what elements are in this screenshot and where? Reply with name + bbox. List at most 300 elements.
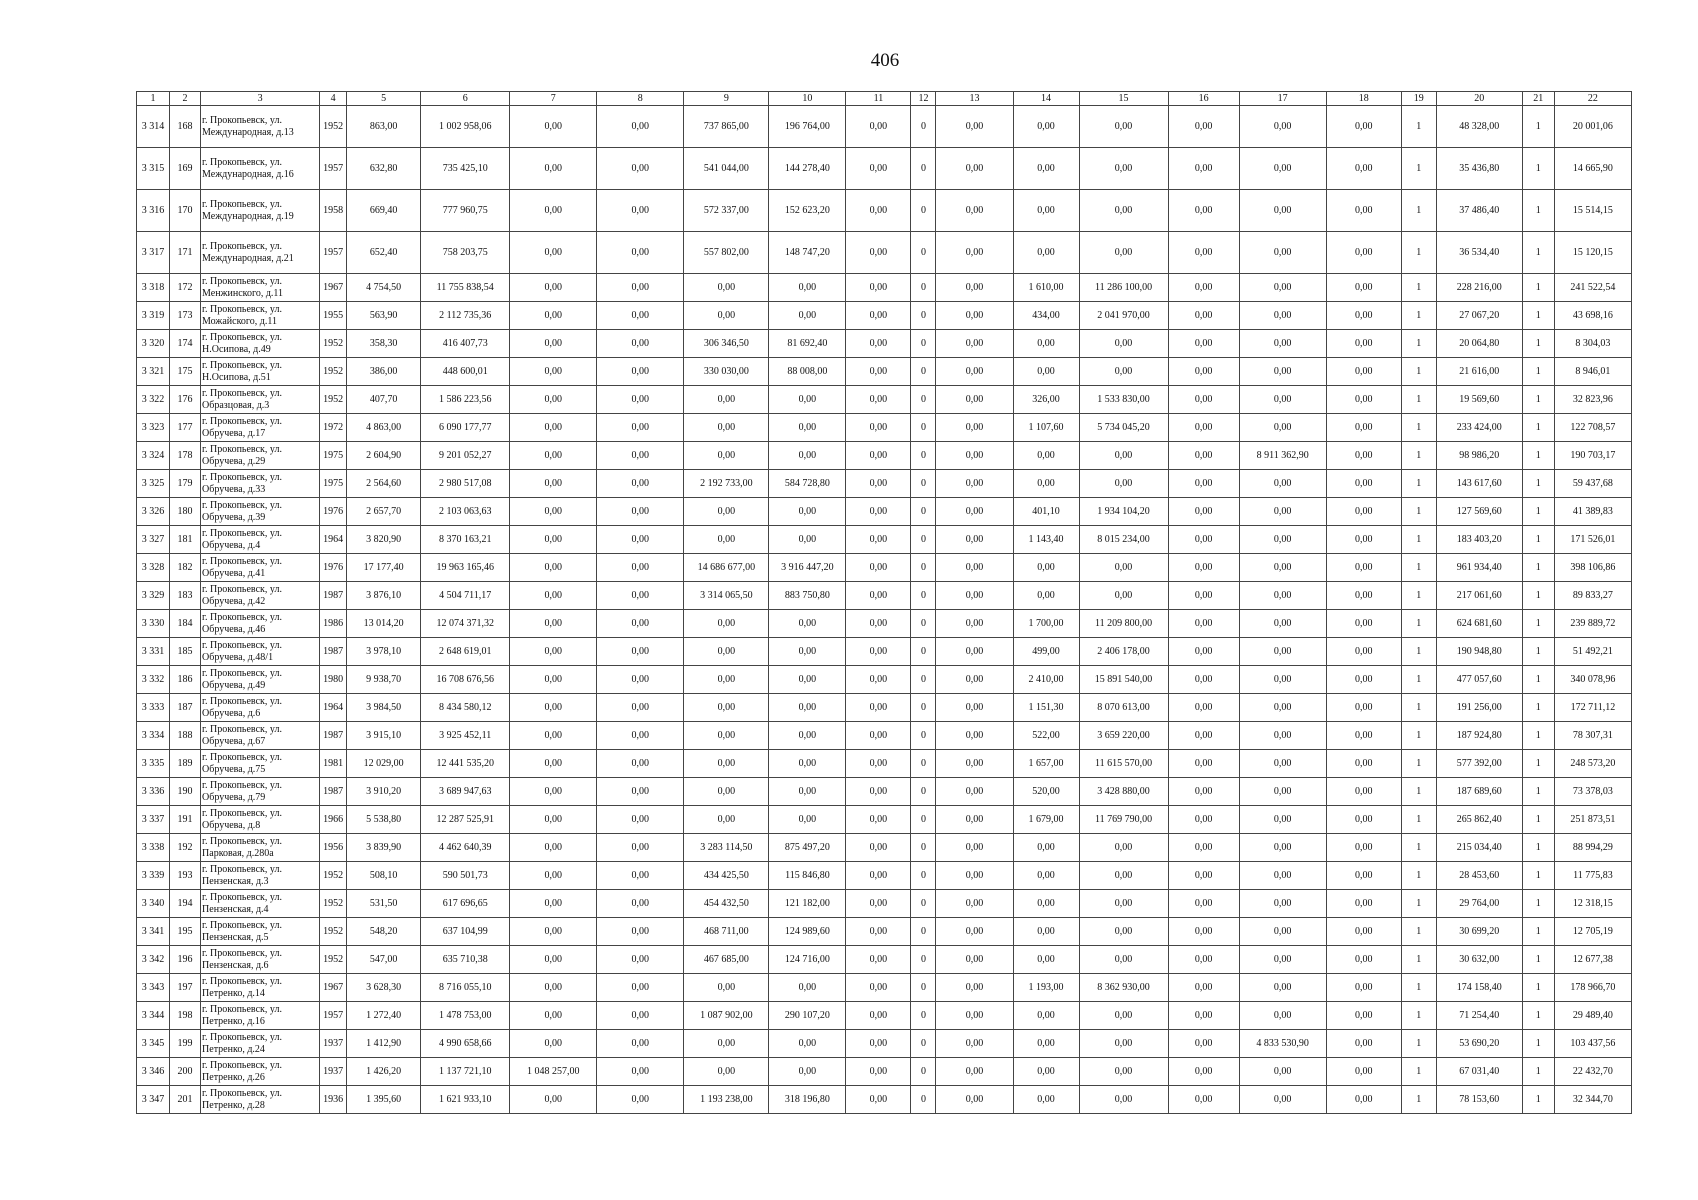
- table-cell: 190: [170, 778, 201, 806]
- table-cell: 2 406 178,00: [1079, 638, 1168, 666]
- table-row: [137, 1030, 1632, 1058]
- column-header-12: 12: [911, 92, 936, 106]
- table-cell: 181: [170, 526, 201, 554]
- table-row: [137, 666, 1632, 694]
- table-cell: 0,00: [1239, 778, 1326, 806]
- table-cell: 0,00: [769, 750, 846, 778]
- table-cell: 1: [1522, 778, 1554, 806]
- table-cell: 0,00: [1013, 1086, 1079, 1114]
- table-cell: 1 586 223,56: [421, 386, 510, 414]
- table-cell: 3 314 065,50: [684, 582, 769, 610]
- table-cell: 0,00: [1239, 946, 1326, 974]
- table-cell: 0,00: [1326, 694, 1401, 722]
- table-cell: 1: [1522, 806, 1554, 834]
- table-row: [137, 358, 1632, 386]
- table-cell: 0,00: [846, 806, 911, 834]
- table-cell: 1957: [320, 1002, 347, 1030]
- table-cell: 3 338: [137, 834, 170, 862]
- table-cell: 0,00: [1168, 694, 1239, 722]
- table-cell: 0,00: [1239, 722, 1326, 750]
- table-cell: 180: [170, 498, 201, 526]
- table-cell: 2 980 517,08: [421, 470, 510, 498]
- table-cell: 3 347: [137, 1086, 170, 1114]
- column-header-7: 7: [510, 92, 597, 106]
- table-cell: 8 716 055,10: [421, 974, 510, 1002]
- table-cell: 0,00: [597, 862, 684, 890]
- table-cell: 196 764,00: [769, 106, 846, 148]
- table-cell: 0,00: [1326, 610, 1401, 638]
- table-cell: 0,00: [1168, 834, 1239, 862]
- table-cell: 0,00: [597, 442, 684, 470]
- table-cell: 29 489,40: [1554, 1002, 1631, 1030]
- table-row: [137, 386, 1632, 414]
- table-cell: 1: [1522, 610, 1554, 638]
- table-cell: 4 754,50: [347, 274, 421, 302]
- table-cell: 0: [911, 554, 936, 582]
- table-cell: 0,00: [769, 974, 846, 1002]
- table-cell: 0,00: [1239, 302, 1326, 330]
- table-cell: 0,00: [936, 232, 1013, 274]
- column-header-14: 14: [1013, 92, 1079, 106]
- table-cell: 0,00: [1326, 1002, 1401, 1030]
- column-header-11: 11: [846, 92, 911, 106]
- table-cell: 0,00: [684, 498, 769, 526]
- table-cell: 1: [1401, 470, 1436, 498]
- table-cell: 468 711,00: [684, 918, 769, 946]
- column-header-1: 1: [137, 92, 170, 106]
- table-cell: 193: [170, 862, 201, 890]
- address-cell: г. Прокопьевск, ул. Обручева, д.41: [201, 554, 320, 582]
- table-cell: 0: [911, 1002, 936, 1030]
- table-cell: 2 192 733,00: [684, 470, 769, 498]
- address-cell: г. Прокопьевск, ул. Пензенская, д.5: [201, 918, 320, 946]
- table-cell: 67 031,40: [1436, 1058, 1522, 1086]
- table-row: [137, 1058, 1632, 1086]
- table-cell: 0,00: [510, 834, 597, 862]
- table-cell: 0: [911, 274, 936, 302]
- table-cell: 0: [911, 414, 936, 442]
- table-cell: 175: [170, 358, 201, 386]
- table-row: [137, 806, 1632, 834]
- column-header-16: 16: [1168, 92, 1239, 106]
- table-cell: 0,00: [1013, 946, 1079, 974]
- table-cell: 0,00: [846, 526, 911, 554]
- table-cell: 0,00: [597, 414, 684, 442]
- table-cell: 152 623,20: [769, 190, 846, 232]
- table-cell: 1975: [320, 470, 347, 498]
- table-cell: 0,00: [936, 190, 1013, 232]
- table-cell: 3 839,90: [347, 834, 421, 862]
- table-cell: 12 318,15: [1554, 890, 1631, 918]
- table-cell: 0,00: [510, 974, 597, 1002]
- table-cell: 0,00: [936, 442, 1013, 470]
- table-cell: 3 925 452,11: [421, 722, 510, 750]
- table-cell: 1 657,00: [1013, 750, 1079, 778]
- table-cell: 1: [1401, 302, 1436, 330]
- table-cell: 1: [1522, 890, 1554, 918]
- table-cell: 12 287 525,91: [421, 806, 510, 834]
- table-cell: 0,00: [1239, 1086, 1326, 1114]
- table-cell: 0,00: [769, 1030, 846, 1058]
- column-header-18: 18: [1326, 92, 1401, 106]
- table-cell: 184: [170, 610, 201, 638]
- table-cell: 0,00: [1079, 106, 1168, 148]
- table-cell: 37 486,40: [1436, 190, 1522, 232]
- table-cell: 1 478 753,00: [421, 1002, 510, 1030]
- table-cell: 1: [1522, 1002, 1554, 1030]
- address-cell: г. Прокопьевск, ул. Обручева, д.49: [201, 666, 320, 694]
- table-cell: 124 989,60: [769, 918, 846, 946]
- table-row: [137, 106, 1632, 148]
- table-cell: 191: [170, 806, 201, 834]
- table-cell: 3 322: [137, 386, 170, 414]
- table-cell: 0: [911, 148, 936, 190]
- table-cell: 1 002 958,06: [421, 106, 510, 148]
- table-cell: 0,00: [769, 666, 846, 694]
- table-cell: 1: [1522, 106, 1554, 148]
- table-cell: 3 318: [137, 274, 170, 302]
- table-cell: 0: [911, 778, 936, 806]
- table-cell: 0,00: [1326, 190, 1401, 232]
- table-cell: 1 272,40: [347, 1002, 421, 1030]
- table-cell: 1: [1401, 834, 1436, 862]
- table-cell: 0: [911, 974, 936, 1002]
- table-cell: 171 526,01: [1554, 526, 1631, 554]
- table-cell: 0,00: [769, 778, 846, 806]
- table-cell: 0,00: [597, 638, 684, 666]
- table-cell: 0: [911, 358, 936, 386]
- table-cell: 0,00: [510, 498, 597, 526]
- table-cell: 0,00: [1326, 274, 1401, 302]
- table-cell: 1: [1522, 330, 1554, 358]
- table-cell: 0,00: [846, 190, 911, 232]
- table-cell: 520,00: [1013, 778, 1079, 806]
- table-cell: 148 747,20: [769, 232, 846, 274]
- table-cell: 1: [1522, 554, 1554, 582]
- table-cell: 187 924,80: [1436, 722, 1522, 750]
- table-cell: 0,00: [1168, 862, 1239, 890]
- table-cell: 1: [1522, 862, 1554, 890]
- table-cell: 3 316: [137, 190, 170, 232]
- table-cell: 1: [1401, 106, 1436, 148]
- table-cell: 0: [911, 806, 936, 834]
- table-cell: 0,00: [684, 302, 769, 330]
- table-cell: 3 346: [137, 1058, 170, 1086]
- table-cell: 1 193,00: [1013, 974, 1079, 1002]
- table-cell: 0,00: [510, 358, 597, 386]
- table-cell: 0,00: [597, 1030, 684, 1058]
- table-cell: 0,00: [597, 106, 684, 148]
- table-cell: 0,00: [510, 582, 597, 610]
- table-cell: 0,00: [597, 554, 684, 582]
- table-cell: 0,00: [936, 1002, 1013, 1030]
- table-cell: 0,00: [1239, 526, 1326, 554]
- table-cell: 0,00: [846, 330, 911, 358]
- column-header-10: 10: [769, 92, 846, 106]
- table-cell: 0,00: [769, 498, 846, 526]
- table-row: [137, 778, 1632, 806]
- table-cell: 1 048 257,00: [510, 1058, 597, 1086]
- table-cell: 1980: [320, 666, 347, 694]
- table-cell: 0,00: [1168, 302, 1239, 330]
- table-cell: 0,00: [510, 414, 597, 442]
- table-cell: 0,00: [936, 274, 1013, 302]
- table-cell: 1: [1401, 190, 1436, 232]
- table-cell: 0,00: [1239, 862, 1326, 890]
- table-cell: 0,00: [936, 890, 1013, 918]
- table-cell: 1: [1401, 946, 1436, 974]
- table-cell: 0: [911, 498, 936, 526]
- table-row: [137, 1086, 1632, 1114]
- table-cell: 0,00: [597, 498, 684, 526]
- table-cell: 0,00: [769, 442, 846, 470]
- table-cell: 4 863,00: [347, 414, 421, 442]
- table-cell: 0,00: [1168, 498, 1239, 526]
- table-cell: 0,00: [936, 386, 1013, 414]
- table-cell: 0,00: [597, 232, 684, 274]
- table-cell: 0,00: [1239, 638, 1326, 666]
- table-cell: 0,00: [1079, 232, 1168, 274]
- table-cell: 0,00: [936, 610, 1013, 638]
- table-cell: 563,90: [347, 302, 421, 330]
- table-cell: 0,00: [510, 1002, 597, 1030]
- table-cell: 1: [1522, 1058, 1554, 1086]
- table-cell: 0,00: [1326, 302, 1401, 330]
- table-cell: 0: [911, 1058, 936, 1086]
- table-cell: 3 321: [137, 358, 170, 386]
- table-cell: 3 325: [137, 470, 170, 498]
- table-cell: 174 158,40: [1436, 974, 1522, 1002]
- table-cell: 201: [170, 1086, 201, 1114]
- table-cell: 0,00: [510, 232, 597, 274]
- table-cell: 1967: [320, 974, 347, 1002]
- table-cell: 233 424,00: [1436, 414, 1522, 442]
- table-row: [137, 1002, 1632, 1030]
- table-cell: 168: [170, 106, 201, 148]
- table-cell: 59 437,68: [1554, 470, 1631, 498]
- table-cell: 2 604,90: [347, 442, 421, 470]
- table-cell: 1 193 238,00: [684, 1086, 769, 1114]
- table-cell: 8 911 362,90: [1239, 442, 1326, 470]
- table-cell: 477 057,60: [1436, 666, 1522, 694]
- column-header-8: 8: [597, 92, 684, 106]
- table-cell: 15 120,15: [1554, 232, 1631, 274]
- table-cell: 0,00: [1013, 442, 1079, 470]
- table-row: [137, 442, 1632, 470]
- table-cell: 1: [1522, 442, 1554, 470]
- table-cell: 0,00: [1013, 470, 1079, 498]
- table-cell: 340 078,96: [1554, 666, 1631, 694]
- table-cell: 192: [170, 834, 201, 862]
- table-cell: 669,40: [347, 190, 421, 232]
- table-cell: 4 504 711,17: [421, 582, 510, 610]
- table-cell: 0,00: [1239, 274, 1326, 302]
- table-cell: 0,00: [1168, 1058, 1239, 1086]
- table-cell: 0,00: [1326, 442, 1401, 470]
- table-cell: 0,00: [1239, 834, 1326, 862]
- table-cell: 0,00: [1326, 330, 1401, 358]
- column-header-6: 6: [421, 92, 510, 106]
- address-cell: г. Прокопьевск, ул. Обручева, д.46: [201, 610, 320, 638]
- table-cell: 51 492,21: [1554, 638, 1631, 666]
- table-cell: 1: [1401, 498, 1436, 526]
- table-cell: 5 734 045,20: [1079, 414, 1168, 442]
- table-cell: 200: [170, 1058, 201, 1086]
- table-cell: 1: [1401, 330, 1436, 358]
- address-cell: г. Прокопьевск, ул. Пензенская, д.3: [201, 862, 320, 890]
- table-cell: 1: [1522, 414, 1554, 442]
- table-cell: 0,00: [1168, 358, 1239, 386]
- table-cell: 248 573,20: [1554, 750, 1631, 778]
- table-cell: 122 708,57: [1554, 414, 1631, 442]
- table-cell: 0,00: [1326, 1030, 1401, 1058]
- table-cell: 0,00: [684, 694, 769, 722]
- table-cell: 11 775,83: [1554, 862, 1631, 890]
- column-header-22: 22: [1554, 92, 1631, 106]
- table-cell: 27 067,20: [1436, 302, 1522, 330]
- table-cell: 0,00: [936, 330, 1013, 358]
- table-cell: 0,00: [936, 722, 1013, 750]
- table-cell: 0,00: [1079, 890, 1168, 918]
- table-cell: 416 407,73: [421, 330, 510, 358]
- table-cell: 0,00: [936, 750, 1013, 778]
- table-cell: 191 256,00: [1436, 694, 1522, 722]
- table-cell: 185: [170, 638, 201, 666]
- table-cell: 53 690,20: [1436, 1030, 1522, 1058]
- table-cell: 0: [911, 946, 936, 974]
- table-row: [137, 582, 1632, 610]
- table-cell: 3 329: [137, 582, 170, 610]
- table-cell: 0,00: [936, 918, 1013, 946]
- table-cell: 1936: [320, 1086, 347, 1114]
- table-cell: 22 432,70: [1554, 1058, 1631, 1086]
- table-cell: 0,00: [597, 1002, 684, 1030]
- table-cell: 5 538,80: [347, 806, 421, 834]
- table-cell: 0,00: [846, 946, 911, 974]
- address-cell: г. Прокопьевск, ул. Н.Осипова, д.51: [201, 358, 320, 386]
- table-row: [137, 330, 1632, 358]
- table-cell: 172: [170, 274, 201, 302]
- table-cell: 0,00: [1013, 148, 1079, 190]
- table-cell: 577 392,00: [1436, 750, 1522, 778]
- table-cell: 358,30: [347, 330, 421, 358]
- table-cell: 0,00: [936, 106, 1013, 148]
- address-cell: г. Прокопьевск, ул. Обручева, д.48/1: [201, 638, 320, 666]
- table-cell: 0,00: [769, 526, 846, 554]
- table-cell: 0,00: [1326, 638, 1401, 666]
- table-cell: 0,00: [597, 148, 684, 190]
- table-cell: 0,00: [684, 722, 769, 750]
- table-cell: 1: [1522, 386, 1554, 414]
- table-cell: 0,00: [1168, 806, 1239, 834]
- address-cell: г. Прокопьевск, ул. Петренко, д.16: [201, 1002, 320, 1030]
- table-cell: 81 692,40: [769, 330, 846, 358]
- table-cell: 8 070 613,00: [1079, 694, 1168, 722]
- table-cell: 30 632,00: [1436, 946, 1522, 974]
- table-cell: 1: [1522, 946, 1554, 974]
- table-cell: 1 610,00: [1013, 274, 1079, 302]
- table-cell: 0,00: [1013, 1002, 1079, 1030]
- table-cell: 0,00: [846, 414, 911, 442]
- table-cell: 1: [1522, 1086, 1554, 1114]
- table-cell: 1981: [320, 750, 347, 778]
- table-cell: 189: [170, 750, 201, 778]
- table-cell: 454 432,50: [684, 890, 769, 918]
- table-cell: 1: [1401, 638, 1436, 666]
- table-cell: 194: [170, 890, 201, 918]
- table-cell: 0,00: [846, 554, 911, 582]
- table-cell: 0,00: [1239, 610, 1326, 638]
- table-cell: 0,00: [510, 694, 597, 722]
- table-cell: 0,00: [846, 386, 911, 414]
- table-cell: 0,00: [1168, 554, 1239, 582]
- table-cell: 32 344,70: [1554, 1086, 1631, 1114]
- table-cell: 0,00: [684, 386, 769, 414]
- table-cell: 1975: [320, 442, 347, 470]
- table-cell: 883 750,80: [769, 582, 846, 610]
- address-cell: г. Прокопьевск, ул. Образцовая, д.3: [201, 386, 320, 414]
- table-cell: 4 462 640,39: [421, 834, 510, 862]
- table-cell: 1: [1401, 890, 1436, 918]
- table-cell: 186: [170, 666, 201, 694]
- table-cell: 0,00: [597, 302, 684, 330]
- table-cell: 0,00: [1239, 232, 1326, 274]
- table-cell: 0,00: [1168, 1002, 1239, 1030]
- table-cell: 0,00: [510, 1030, 597, 1058]
- table-cell: 198: [170, 1002, 201, 1030]
- table-cell: 401,10: [1013, 498, 1079, 526]
- table-cell: 0,00: [1326, 974, 1401, 1002]
- table-cell: 0,00: [1168, 750, 1239, 778]
- table-cell: 78 307,31: [1554, 722, 1631, 750]
- table-cell: 0,00: [1326, 778, 1401, 806]
- table-cell: 0,00: [936, 1086, 1013, 1114]
- table-cell: 0,00: [510, 274, 597, 302]
- table-cell: 1: [1522, 358, 1554, 386]
- table-cell: 3 330: [137, 610, 170, 638]
- table-cell: 1987: [320, 582, 347, 610]
- table-cell: 0,00: [1239, 330, 1326, 358]
- table-cell: 0,00: [846, 106, 911, 148]
- table-cell: 0,00: [1079, 442, 1168, 470]
- table-cell: 1: [1522, 526, 1554, 554]
- table-cell: 1: [1401, 526, 1436, 554]
- table-cell: 1952: [320, 890, 347, 918]
- table-cell: 0,00: [597, 358, 684, 386]
- table-cell: 0,00: [1168, 666, 1239, 694]
- table-cell: 0,00: [846, 470, 911, 498]
- table-cell: 0,00: [846, 1002, 911, 1030]
- table-cell: 241 522,54: [1554, 274, 1631, 302]
- table-cell: 1 533 830,00: [1079, 386, 1168, 414]
- table-cell: 1: [1401, 1086, 1436, 1114]
- table-cell: 0,00: [1239, 554, 1326, 582]
- table-cell: 0: [911, 722, 936, 750]
- table-cell: 0,00: [1013, 1058, 1079, 1086]
- table-cell: 0,00: [684, 1030, 769, 1058]
- table-cell: 0,00: [684, 638, 769, 666]
- table-cell: 0: [911, 750, 936, 778]
- table-cell: 0,00: [1168, 918, 1239, 946]
- column-header-9: 9: [684, 92, 769, 106]
- table-cell: 1987: [320, 638, 347, 666]
- table-cell: 1: [1401, 148, 1436, 190]
- table-cell: 1 395,60: [347, 1086, 421, 1114]
- table-cell: 3 320: [137, 330, 170, 358]
- table-cell: 1952: [320, 358, 347, 386]
- address-cell: г. Прокопьевск, ул. Обручева, д.17: [201, 414, 320, 442]
- table-cell: 0: [911, 232, 936, 274]
